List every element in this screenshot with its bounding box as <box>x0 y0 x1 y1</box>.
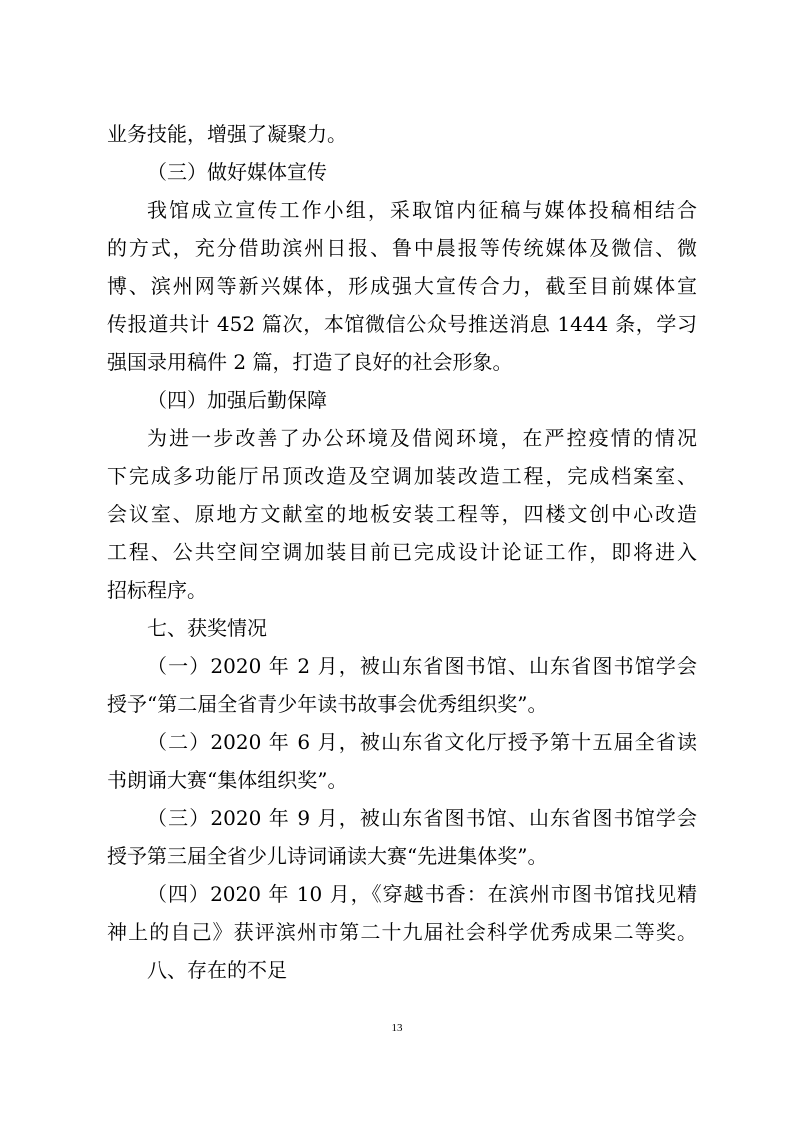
paragraph-line: 授予第三届全省少儿诗词诵读大赛“先进集体奖”。 <box>107 844 548 868</box>
paragraph-line: 的方式，充分借助滨州日报、鲁中晨报等传统媒体及微信、微 <box>107 236 697 260</box>
paragraph-line: 业务技能，增强了凝聚力。 <box>107 122 347 146</box>
section-heading: （四）加强后勤保障 <box>147 388 327 412</box>
paragraph-line: 书朗诵大赛“集体组织奖”。 <box>107 768 348 792</box>
paragraph-line: 博、滨州网等新兴媒体，形成强大宣传合力，截至目前媒体宣 <box>107 274 697 298</box>
paragraph-line: 神上的自己》获评滨州市第二十九届社会科学优秀成果二等奖。 <box>107 920 697 944</box>
paragraph-line: （四）2020 年 10 月，《穿越书香：在滨州市图书馆找见精 <box>147 882 697 906</box>
chapter-heading: 七、获奖情况 <box>147 616 267 640</box>
paragraph-line: （三）2020 年 9 月，被山东省图书馆、山东省图书馆学会 <box>147 806 697 830</box>
paragraph-line: 授予“第二届全省青少年读书故事会优秀组织奖”。 <box>107 692 548 716</box>
section-heading: （三）做好媒体宣传 <box>147 160 327 184</box>
chapter-heading: 八、存在的不足 <box>147 958 287 982</box>
paragraph-line: 为进一步改善了办公环境及借阅环境，在严控疫情的情况 <box>147 426 697 450</box>
paragraph-line: 强国录用稿件 2 篇，打造了良好的社会形象。 <box>107 350 513 374</box>
paragraph-line: 工程、公共空间空调加装目前已完成设计论证工作，即将进入 <box>107 540 697 564</box>
paragraph-line: 传报道共计 452 篇次，本馆微信公众号推送消息 1444 条，学习 <box>107 312 697 336</box>
paragraph-line: 下完成多功能厅吊顶改造及空调加装改造工程，完成档案室、 <box>107 464 697 488</box>
paragraph-line: 我馆成立宣传工作小组，采取馆内征稿与媒体投稿相结合 <box>147 198 697 222</box>
paragraph-line: 招标程序。 <box>107 578 207 602</box>
paragraph-line: （二）2020 年 6 月，被山东省文化厅授予第十五届全省读 <box>147 730 697 754</box>
paragraph-line: （一）2020 年 2 月，被山东省图书馆、山东省图书馆学会 <box>147 654 697 678</box>
paragraph-line: 会议室、原地方文献室的地板安装工程等，四楼文创中心改造 <box>107 502 697 526</box>
page-number: 13 <box>391 1022 403 1034</box>
